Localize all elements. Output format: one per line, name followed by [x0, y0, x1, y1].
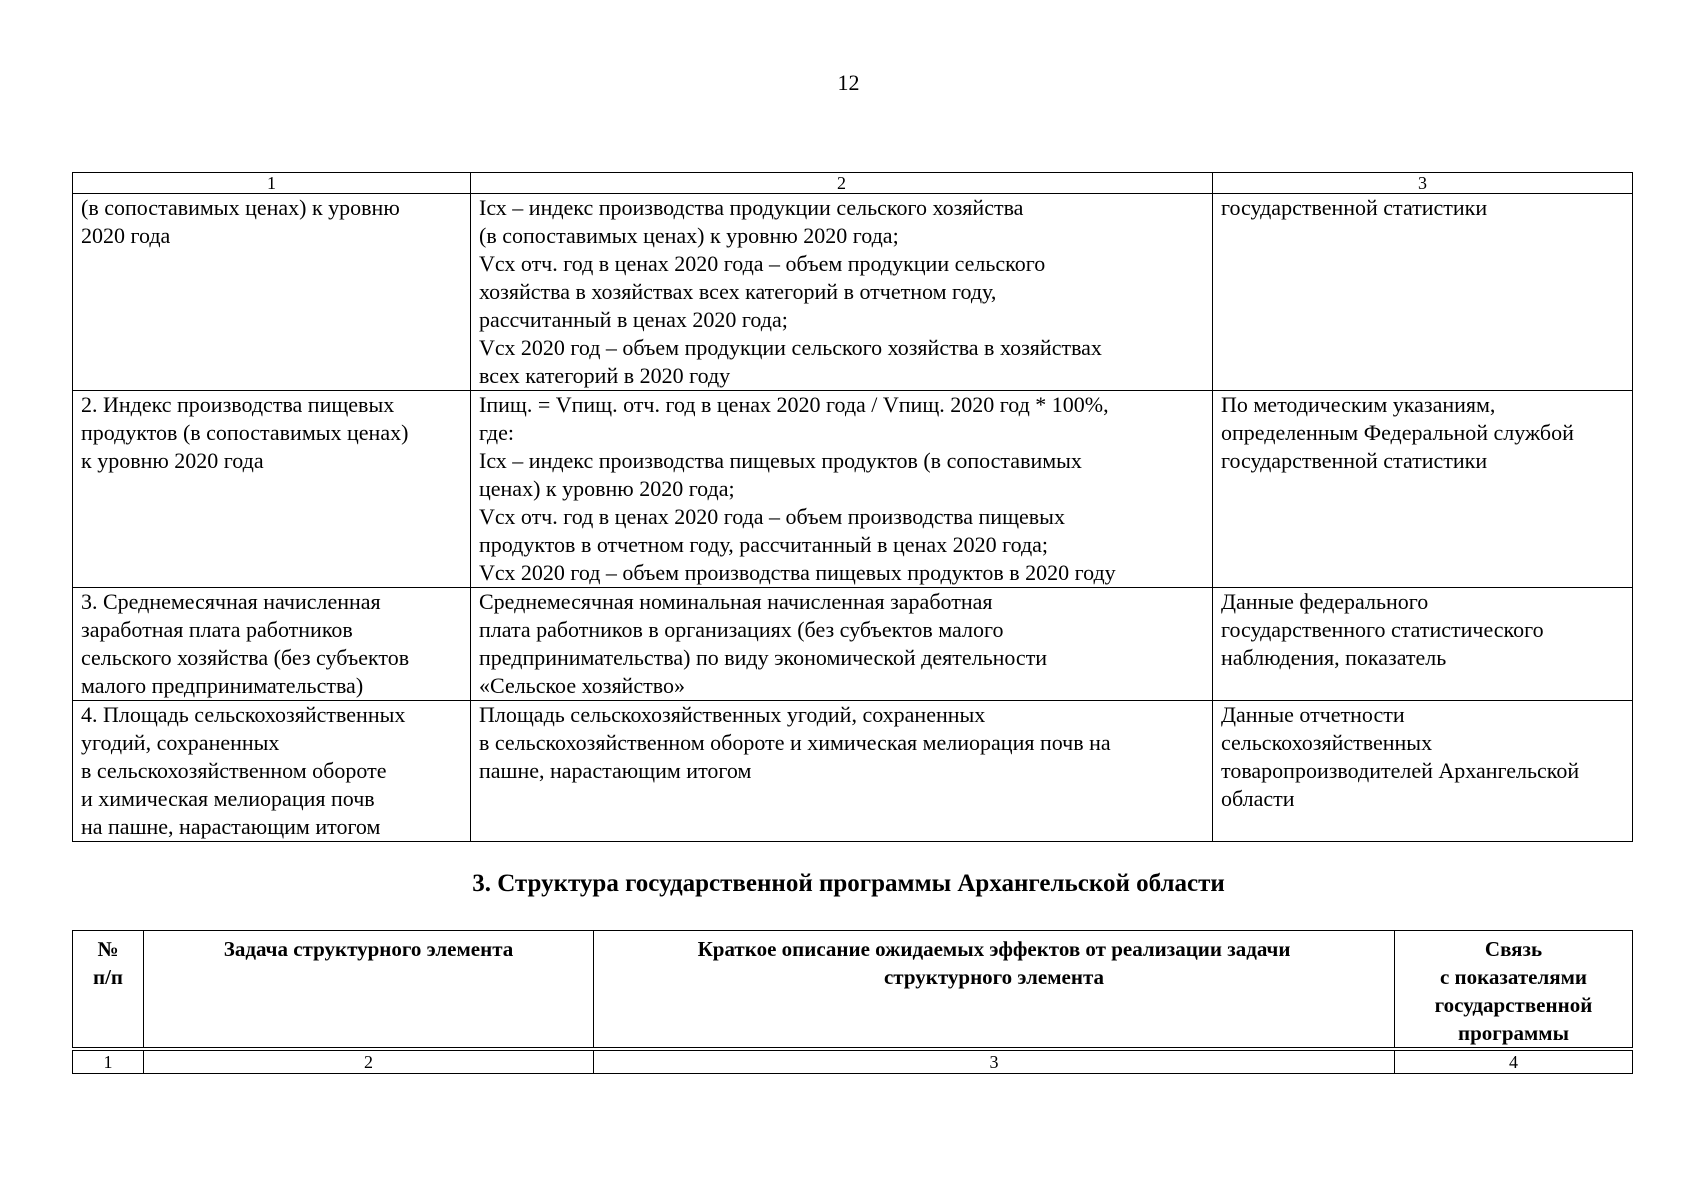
cell-text-line: Vсх 2020 год – объем производства пищевых продуктов в 2020 году [479, 560, 1116, 585]
cell-text-line: на пашне, нарастающим итогом [81, 814, 381, 839]
column-number-cell: 2 [471, 173, 1213, 194]
cell-text-line: хозяйства в хозяйствах всех категорий в отчетном году, [479, 279, 997, 304]
cell-text-line: в сельскохозяйственном обороте и химическая мелиорация почв на [479, 730, 1111, 755]
table-row [73, 588, 1633, 701]
cell-text-line: Vсх отч. год в ценах 2020 года – объем продукции сельского [479, 251, 1046, 276]
column-number-row [73, 173, 1633, 194]
header-text-line: государственной [1434, 993, 1593, 1017]
header-text-line: структурного элемента [883, 965, 1105, 989]
table-row [73, 391, 1633, 588]
cell-text-line: плата работников в организациях (без субъектов малого [479, 617, 1004, 642]
header-text-line: Краткое описание ожидаемых эффектов от реализации задачи [697, 937, 1291, 961]
calculation-method-cell [471, 588, 1213, 701]
header-indicator-link [1395, 931, 1633, 1050]
indicator-name-cell [73, 391, 471, 588]
cell-text-line: определенным Федеральной службой [1221, 420, 1574, 445]
cell-text-line: (в сопоставимых ценах) к уровню 2020 года; [479, 223, 899, 248]
cell-text-line: Данные отчетности [1221, 702, 1405, 727]
calculation-method-cell [471, 701, 1213, 842]
cell-text-line: Iсх – индекс производства продукции сельского хозяйства [479, 195, 1024, 220]
header-effects-description [594, 931, 1395, 1050]
cell-text-line: Среднемесячная номинальная начисленная заработная [479, 589, 993, 614]
calculation-method-cell [471, 194, 1213, 391]
cell-text-line: «Сельское хозяйство» [479, 673, 685, 698]
header-text-line: № [97, 937, 119, 961]
column-number-cell: 3 [1213, 173, 1633, 194]
data-source-cell [1213, 391, 1633, 588]
header-task [144, 931, 594, 1050]
column-number-cell: 3 [594, 1049, 1395, 1074]
structure-header-row [73, 931, 1633, 1050]
cell-text-line: ценах) к уровню 2020 года; [479, 476, 735, 501]
cell-text-line: Vсх 2020 год – объем продукции сельского хозяйства в хозяйствах [479, 335, 1102, 360]
data-source-cell [1213, 588, 1633, 701]
cell-text-line: где: [479, 420, 514, 445]
cell-text-line: государственного статистического [1221, 617, 1544, 642]
indicator-methodology-table [72, 172, 1633, 842]
cell-text-line: в сельскохозяйственном обороте [81, 758, 387, 783]
cell-text-line: (в сопоставимых ценах) к уровню [81, 195, 400, 220]
calculation-method-cell [471, 391, 1213, 588]
column-number-cell: 2 [144, 1049, 594, 1074]
cell-text-line: продуктов (в сопоставимых ценах) [81, 420, 409, 445]
cell-text-line: и химическая мелиорация почв [81, 786, 375, 811]
cell-text-line: сельского хозяйства (без субъектов [81, 645, 410, 670]
cell-text-line: товаропроизводителей Архангельской [1221, 758, 1580, 783]
column-number-cell: 1 [73, 173, 471, 194]
cell-text-line: Данные федерального [1221, 589, 1429, 614]
section-heading: 3. Структура государственной программы Архангельской области [472, 870, 1225, 897]
column-number-cell: 4 [1395, 1049, 1633, 1074]
cell-text-line: предпринимательства) по виду экономической деятельности [479, 645, 1048, 670]
page-number: 12 [837, 70, 860, 95]
cell-text-line: 2. Индекс производства пищевых [81, 392, 395, 417]
cell-text-line: Vсх отч. год в ценах 2020 года – объем производства пищевых [479, 504, 1065, 529]
cell-text-line: к уровню 2020 года [81, 448, 264, 473]
header-text-line: п/п [92, 965, 124, 989]
header-number [73, 931, 144, 1050]
cell-text-line: государственной статистики [1221, 195, 1488, 220]
table-row [73, 194, 1633, 391]
cell-text-line: угодий, сохраненных [81, 730, 280, 755]
indicator-name-cell [73, 588, 471, 701]
cell-text-line: сельскохозяйственных [1221, 730, 1433, 755]
table-row [73, 701, 1633, 842]
header-text-line: Задача структурного элемента [223, 937, 514, 961]
indicator-name-cell [73, 194, 471, 391]
cell-text-line: Площадь сельскохозяйственных угодий, сохраненных [479, 702, 986, 727]
cell-text-line: Iпищ. = Vпищ. отч. год в ценах 2020 года / Vпищ. 2020 год * 100%, [479, 392, 1109, 417]
cell-text-line: пашне, нарастающим итогом [479, 758, 752, 783]
cell-text-line: Iсх – индекс производства пищевых продуктов (в сопоставимых [479, 448, 1082, 473]
cell-text-line: 4. Площадь сельскохозяйственных [81, 702, 406, 727]
column-number-cell: 1 [73, 1049, 144, 1074]
column-number-row [73, 1049, 1633, 1074]
cell-text-line: области [1221, 786, 1295, 811]
data-source-cell [1213, 701, 1633, 842]
cell-text-line: По методическим указаниям, [1221, 392, 1496, 417]
cell-text-line: 2020 года [81, 223, 171, 248]
program-structure-table [72, 930, 1633, 1074]
cell-text-line: государственной статистики [1221, 448, 1488, 473]
cell-text-line: малого предпринимательства) [81, 673, 364, 698]
cell-text-line: всех категорий в 2020 году [479, 363, 731, 388]
indicator-name-cell [73, 701, 471, 842]
cell-text-line: продуктов в отчетном году, рассчитанный в ценах 2020 года; [479, 532, 1049, 557]
cell-text-line: рассчитанный в ценах 2020 года; [479, 307, 788, 332]
header-text-line: с показателями [1439, 965, 1588, 989]
data-source-cell [1213, 194, 1633, 391]
cell-text-line: заработная плата работников [81, 617, 353, 642]
cell-text-line: 3. Среднемесячная начисленная [81, 589, 381, 614]
header-text-line: программы [1458, 1021, 1569, 1045]
header-text-line: Связь [1484, 937, 1543, 961]
cell-text-line: наблюдения, показатель [1221, 645, 1447, 670]
